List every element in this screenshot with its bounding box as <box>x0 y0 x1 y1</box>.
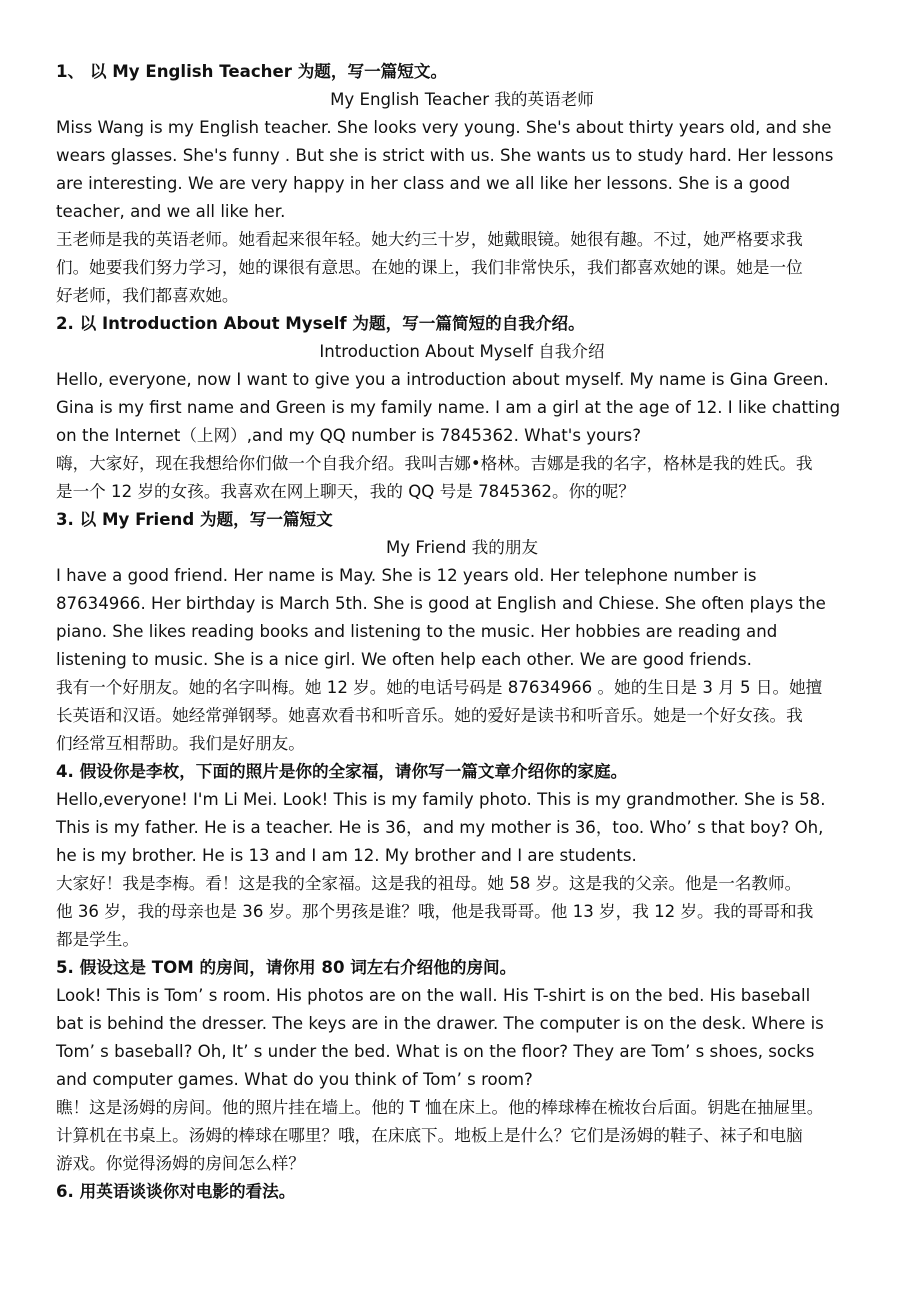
chinese-text-line: 大家好！我是李梅。看！这是我的全家福。这是我的祖母。她 58 岁。这是我的父亲。他是一名教师。 <box>56 874 802 893</box>
section-heading: 5. 假设这是 TOM 的房间，请你用 80 词左右介绍他的房间。 <box>56 958 517 977</box>
section-3 <box>56 506 868 758</box>
section-5 <box>56 954 868 1178</box>
english-text-line: are interesting. We are very happy in her class and we all like her lessons. She is a good <box>56 174 791 193</box>
english-text-line: Gina is my first name and Green is my family name. I am a girl at the age of 12. I like chatting <box>56 398 841 417</box>
chinese-text-line: 王老师是我的英语老师。她看起来很年轻。她大约三十岁，她戴眼镜。她很有趣。不过，她严格要求我 <box>56 230 803 249</box>
document-page <box>56 58 868 1206</box>
english-text-line: Look! This is Tom’ s room. His photos are on the wall. His T-shirt is on the bed. His baseball <box>56 986 811 1005</box>
section-heading: 4. 假设你是李枚，下面的照片是你的全家福，请你写一篇文章介绍你的家庭。 <box>56 762 628 781</box>
english-text-line: piano. She likes reading books and listening to the music. Her hobbies are reading and <box>56 622 778 641</box>
chinese-text-line: 是一个 12 岁的女孩。我喜欢在网上聊天，我的 QQ 号是 7845362。你的呢？ <box>56 482 635 501</box>
chinese-text-line: 计算机在书桌上。汤姆的棒球在哪里？哦，在床底下。地板上是什么？它们是汤姆的鞋子、袜子和电脑 <box>56 1126 803 1145</box>
section-2 <box>56 310 868 506</box>
english-text-line: 87634966. Her birthday is March 5th. She is good at English and Chiese. She often plays the <box>56 594 826 613</box>
chinese-text-line: 长英语和汉语。她经常弹钢琴。她喜欢看书和听音乐。她的爱好是读书和听音乐。她是一个好女孩。我 <box>56 706 803 725</box>
section-heading: 2. 以 Introduction About Myself 为题，写一篇简短的自我介绍。 <box>56 314 585 333</box>
english-text-line: teacher, and we all like her. <box>56 202 286 221</box>
section-6 <box>56 1178 868 1206</box>
chinese-text-line: 好老师，我们都喜欢她。 <box>56 286 239 305</box>
essay-title: My Friend 我的朋友 <box>385 538 539 557</box>
chinese-text-line: 都是学生。 <box>56 930 139 949</box>
english-text-line: Miss Wang is my English teacher. She looks very young. She's about thirty years old, and she <box>56 118 832 137</box>
chinese-text-line: 我有一个好朋友。她的名字叫梅。她 12 岁。她的电话号码是 87634966 。她的生日是 3 月 5 日。她擅 <box>56 678 823 697</box>
chinese-text-line: 嗨，大家好，现在我想给你们做一个自我介绍。我叫吉娜•格林。吉娜是我的名字，格林是我的姓氏。我 <box>56 454 813 473</box>
english-text-line: listening to music. She is a nice girl. We often help each other. We are good friends. <box>56 650 752 669</box>
english-text-line: on the Internet（上网）,and my QQ number is 7845362. What's yours? <box>56 426 642 445</box>
english-text-line: Hello, everyone, now I want to give you a introduction about myself. My name is Gina Green. <box>56 370 829 389</box>
english-text-line: wears glasses. She's funny . But she is strict with us. She wants us to study hard. Her lessons <box>56 146 834 165</box>
chinese-text-line: 们经常互相帮助。我们是好朋友。 <box>56 734 305 753</box>
english-text-line: he is my brother. He is 13 and I am 12. My brother and I are students. <box>56 846 637 865</box>
english-text-line: bat is behind the dresser. The keys are in the drawer. The computer is on the desk. Where is <box>56 1014 824 1033</box>
english-text-line: This is my father. He is a teacher. He is 36，and my mother is 36，too. Who’ s that boy? Oh, <box>56 818 824 837</box>
chinese-text-line: 他 36 岁，我的母亲也是 36 岁。那个男孩是谁？哦，他是我哥哥。他 13 岁，我 12 岁。我的哥哥和我 <box>56 902 814 921</box>
english-text-line: Hello,everyone! I'm Li Mei. Look! This is my family photo. This is my grandmother. She is 58. <box>56 790 826 809</box>
chinese-text-line: 瞧！这是汤姆的房间。他的照片挂在墙上。他的 T 恤在床上。他的棒球棒在梳妆台后面。钥匙在抽屉里。 <box>56 1098 824 1117</box>
english-text-line: I have a good friend. Her name is May. She is 12 years old. Her telephone number is <box>56 566 757 585</box>
section-heading: 3. 以 My Friend 为题，写一篇短文 <box>56 510 333 529</box>
english-text-line: and computer games. What do you think of Tom’ s room? <box>56 1070 533 1089</box>
section-heading: 6. 用英语谈谈你对电影的看法。 <box>56 1182 296 1201</box>
section-1 <box>56 58 868 310</box>
chinese-text-line: 们。她要我们努力学习，她的课很有意思。在她的课上，我们非常快乐，我们都喜欢她的课。她是一位 <box>56 258 803 277</box>
section-heading: 1、 以 My English Teacher 为题，写一篇短文。 <box>56 62 448 81</box>
english-text-line: Tom’ s baseball? Oh, It’ s under the bed. What is on the floor? They are Tom’ s shoes, socks <box>56 1042 815 1061</box>
essay-title: Introduction About Myself 自我介绍 <box>319 342 605 361</box>
essay-title: My English Teacher 我的英语老师 <box>330 90 594 109</box>
chinese-text-line: 游戏。你觉得汤姆的房间怎么样？ <box>56 1154 305 1173</box>
section-4 <box>56 758 868 954</box>
